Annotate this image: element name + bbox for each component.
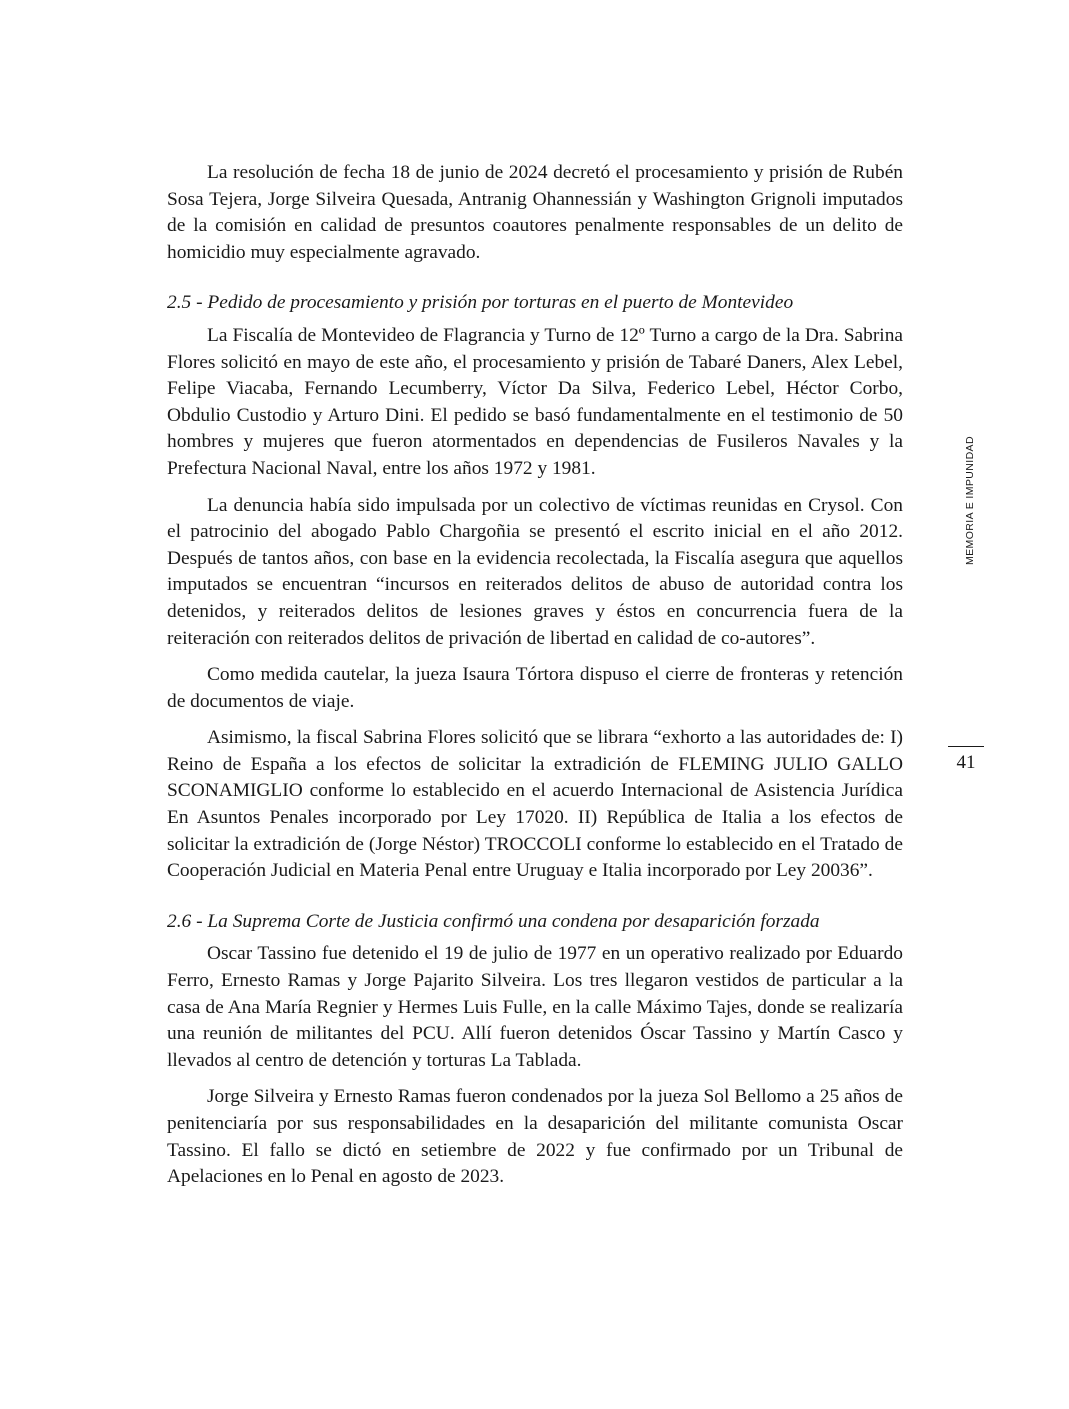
paragraph-tassino: Oscar Tassino fue detenido el 19 de julio de 1977 en un operativo realizado por Eduardo Ferro, Ernesto Ramas y Jorge Pajarito Silveira. Los tres llegaron vestidos de particular a la casa de Ana María Regnier y Hermes Luis Fulle, en la calle Máximo Tajes, donde se realizaría una reunión de militantes del PCU. Allí fueron detenidos Óscar Tassino y Martín Casco y llevados al centro de detención y torturas La Tablada. <box>167 943 903 1071</box>
page-body <box>167 160 903 1191</box>
paragraph-fiscalia: La Fiscalía de Montevideo de Flagrancia y Turno de 12º Turno a cargo de la Dra. Sabrina Flores solicitó en mayo de este año, el procesamiento y prisión de Tabaré Daners, Alex Lebel, Felipe Viacaba, Fernando Lecumberry, Víctor Da Silva, Federico Lebel, Héctor Corbo, Obdulio Custodio y Arturo Dini. El pedido se basó fundamentalmente en el testimonio de 50 hombres y mujeres que fueron atormentados en dependencias de Fusileros Navales y la Prefectura Nacional Naval, entre los años 1972 y 1981. <box>167 324 903 479</box>
paragraph-exhorto: Asimismo, la fiscal Sabrina Flores solicitó que se librara “exhorto a las autoridades de: I) Reino de España a los efectos de solicitar la extradición de FLEMING JULIO GALLO SCONAMIGLIO conforme lo establecido en el acuerdo Internacional de Asistencia Jurídica En Asuntos Penales incorporado por Ley 17020. II) República de Italia a los efectos de solicitar la extradición de (Jorge Néstor) TROCCOLI conforme lo establecido en el Tratado de Cooperación Judicial en Materia Penal entre Uruguay e Italia incorporado por Ley 20036”. <box>167 727 903 882</box>
paragraph-condena: Jorge Silveira y Ernesto Ramas fueron condenados por la jueza Sol Bellomo a 25 años de penitenciaría por sus responsabilidades en la desaparición del militante comunista Oscar Tassino. El fallo se dictó en setiembre de 2022 y fue confirmado por un Tribunal de Apelaciones en lo Penal en agosto de 2023. <box>167 1086 903 1188</box>
paragraph-spacer <box>167 652 903 662</box>
page-number-rule <box>948 746 984 747</box>
section-heading-2-5: 2.5 - Pedido de procesamiento y prisión por torturas en el puerto de Montevideo <box>167 292 794 314</box>
paragraph-spacer <box>167 715 903 725</box>
paragraph-spacer <box>167 483 903 493</box>
section-spacer <box>167 266 903 290</box>
paragraph-spacer <box>167 1074 903 1084</box>
paragraph-medida-cautelar: Como medida cautelar, la jueza Isaura Tórtora dispuso el cierre de fronteras y retención de documentos de viaje. <box>167 664 903 712</box>
paragraph-denuncia: La denuncia había sido impulsada por un colectivo de víctimas reunidas en Crysol. Con el patrocinio del abogado Pablo Chargoñia se presentó el escrito inicial en el año 2012. Después de tantos años, con base en la evidencia recolectada, la Fiscalía asegura que aquellos imputados se encuentran “incursos en reiterados delitos de abuso de autoridad contra los detenidos, y reiterados delitos de lesiones graves y éstos en concurrencia fuera de la reiteración con reiterados delitos de privación de libertad en calidad de co-autores”. <box>167 494 903 649</box>
section-heading-2-6: 2.6 - La Suprema Corte de Justicia confirmó una condena por desaparición forzada <box>167 910 820 932</box>
section-spacer <box>167 885 903 909</box>
page-number: 41 <box>956 752 976 773</box>
paragraph-resolucion: La resolución de fecha 18 de junio de 2024 decretó el procesamiento y prisión de Rubén Sosa Tejera, Jorge Silveira Quesada, Antranig Ohannessián y Washington Grignoli imputados de la comisión en calidad de presuntos coautores penalmente responsables de un delito de homicidio muy especialmente agravado. <box>167 162 903 263</box>
running-head: MEMORIA E IMPUNIDAD <box>964 436 976 565</box>
